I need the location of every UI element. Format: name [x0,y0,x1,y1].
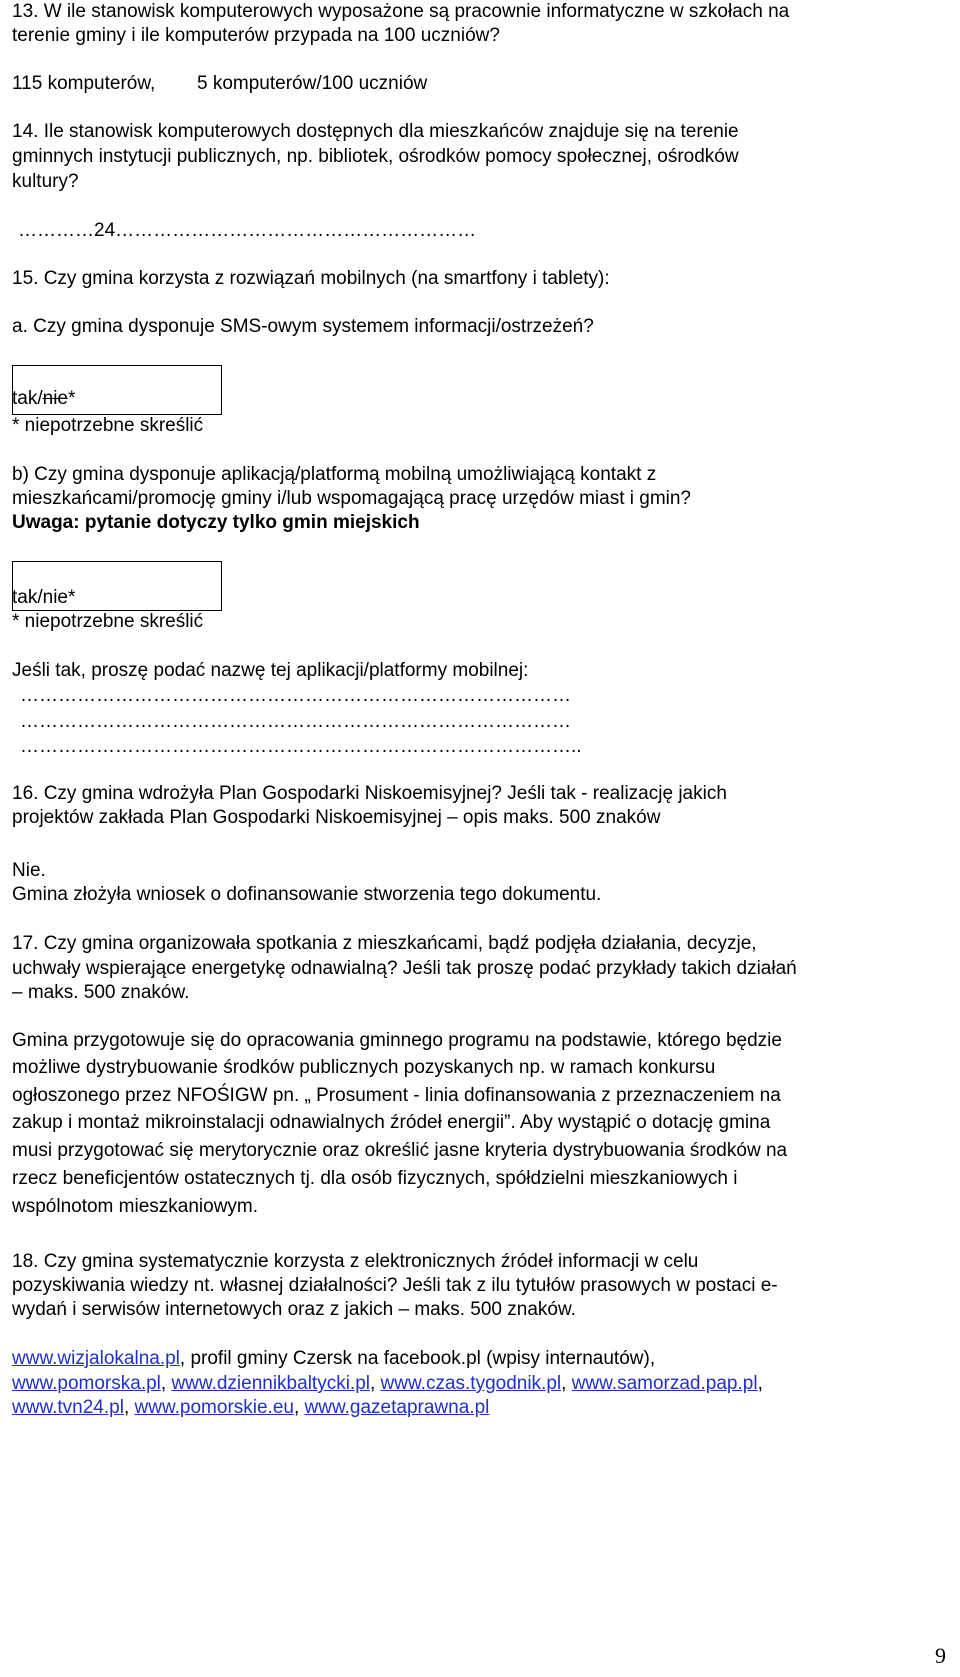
link-pomorskie[interactable]: www.pomorskie.eu [134,1397,294,1418]
q17-para-line1: Gmina przygotowuje się do opracowania gminnego programu na podstawie, którego będzie [12,1030,782,1051]
q15-a-answer[interactable] [12,387,75,411]
link-gazetaprawna[interactable]: www.gazetaprawna.pl [304,1397,490,1418]
q17-para-line5: musi przygotować się merytorycznie oraz określić jasne kryteria dystrybuowania środków na [12,1140,788,1161]
separator: , [160,1373,172,1394]
q14-answer: …………24………………………………………………… [18,220,477,241]
q17-para-line7: wspólnotom mieszkaniowym. [12,1196,259,1217]
separator: , [293,1397,305,1418]
link-dziennikbaltycki[interactable]: www.dziennikbaltycki.pl [171,1373,370,1394]
link-pomorska[interactable]: www.pomorska.pl [12,1373,161,1394]
page-number: 9 [935,1643,946,1668]
link-czas-tygodnik[interactable]: www.czas.tygodnik.pl [380,1373,562,1394]
link-wizjalokalna[interactable]: www.wizjalokalna.pl [12,1348,180,1369]
q18-text1: , profil gminy Czersk na facebook.pl (wpisy internautów), [179,1348,656,1369]
separator: , [123,1397,135,1418]
q15-b-note: Uwaga: pytanie dotyczy tylko gmin miejskich [12,512,420,533]
q18-line1: 18. Czy gmina systematycznie korzysta z elektronicznych źródeł informacji w celu [12,1251,699,1272]
q15-b-dots1: …………………………………………………………………………… [20,685,571,706]
q15-b-answer[interactable]: tak/nie* [12,587,76,608]
q17-line1: 17. Czy gmina organizowała spotkania z mieszkańcami, bądź podjęła działania, decyzje, [12,933,757,954]
q15-a-nie-struck: nie [42,388,68,409]
q15-b-footnote: * niepotrzebne skreślić [12,611,204,632]
q15-a-question: a. Czy gmina dysponuje SMS-owym systemem informacji/ostrzeżeń? [12,316,594,337]
q16-line1: 16. Czy gmina wdrożyła Plan Gospodarki Niskoemisyjnej? Jeśli tak - realizację jakich [12,783,727,804]
q17-para-line4: zakup i montaż mikroinstalacji odnawialnych źródeł energii”. Aby wystąpić o dotację gmina [12,1112,771,1133]
q18-links-row3 [12,1396,489,1420]
q15-b-line1: b) Czy gmina dysponuje aplikacją/platformą mobilną umożliwiającą kontakt z [12,464,657,485]
separator: , [757,1373,763,1394]
q17-para-line3: ogłoszonego przez NFOŚIGW pn. „ Prosument - linia dofinansowania z przeznaczeniem na [12,1085,781,1106]
q15-a-footnote: * niepotrzebne skreślić [12,415,204,436]
q14-line2: gminnych instytucji publicznych, np. bibliotek, ośrodków pomocy społecznej, ośrodków [12,146,739,167]
separator: , [561,1373,572,1394]
q17-line3: – maks. 500 znaków. [12,982,190,1003]
q18-links-row1 [12,1347,655,1371]
q18-line2: pozyskiwania wiedzy nt. własnej działalności? Jeśli tak z ilu tytułów prasowych w postaci e- [12,1275,778,1296]
link-tvn24[interactable]: www.tvn24.pl [12,1397,124,1418]
q13-answer-a: 115 komputerów, [12,73,156,94]
q13-answer-b: 5 komputerów/100 uczniów [197,73,428,94]
separator: , [369,1373,381,1394]
q17-para-line2: możliwe dystrybuowanie środków publicznych pozyskanych np. w ramach konkursu [12,1057,716,1078]
q15-b-ifyes: Jeśli tak, proszę podać nazwę tej aplikacji/platformy mobilnej: [12,660,529,681]
q15-a-star: * [67,388,76,409]
q16-answer2: Gmina złożyła wniosek o dofinansowanie stworzenia tego dokumentu. [12,884,602,905]
q15-title: 15. Czy gmina korzysta z rozwiązań mobilnych (na smartfony i tablety): [12,268,610,289]
q13-line2: terenie gminy i ile komputerów przypada na 100 uczniów? [12,25,500,46]
q14-line3: kultury? [12,171,79,192]
q15-b-dots2: …………………………………………………………………………… [20,711,571,732]
q14-line1: 14. Ile stanowisk komputerowych dostępnych dla mieszkańców znajduje się na terenie [12,121,739,142]
q18-line3: wydań i serwisów internetowych oraz z jakich – maks. 500 znaków. [12,1299,576,1320]
q16-line2: projektów zakłada Plan Gospodarki Niskoemisyjnej – opis maks. 500 znaków [12,807,661,828]
q15-b-line2: mieszkańcami/promocję gminy i/lub wspomagającą pracę urzędów miast i gmin? [12,488,691,509]
q18-links-row2 [12,1372,763,1396]
q16-answer1: Nie. [12,860,46,881]
q15-b-dots3: …………………………………………………………………………….. [20,736,582,757]
q17-para-line6: rzecz beneficjentów ostatecznych tj. dla osób fizycznych, spółdzielni mieszkaniowych i [12,1168,738,1189]
q17-line2: uchwały wspierające energetykę odnawialną? Jeśli tak proszę podać przykłady takich działań [12,958,797,979]
q15-a-tak: tak/ [12,388,43,409]
link-samorzad-pap[interactable]: www.samorzad.pap.pl [571,1373,758,1394]
q13-line1: 13. W ile stanowisk komputerowych wyposażone są pracownie informatyczne w szkołach na [12,1,790,22]
